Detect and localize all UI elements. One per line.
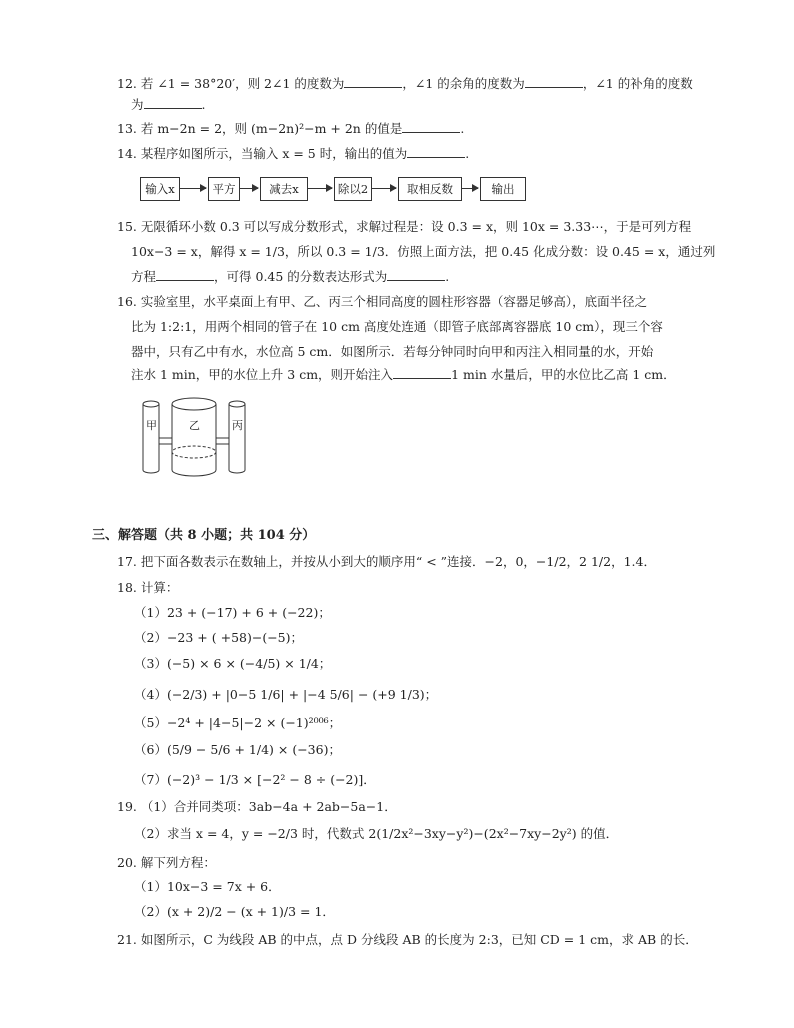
answer-blank[interactable]	[525, 75, 583, 88]
q13-end: .	[460, 121, 465, 136]
answer-blank[interactable]	[393, 366, 451, 379]
question-16-line2: 比为 1:2:1，用两个相同的管子在 10 cm 高度处连通（即管子底部离容器底 10 cm），现三个容	[131, 319, 663, 334]
answer-blank[interactable]	[407, 145, 465, 158]
q14-text: 14. 某程序如图所示，当输入 x = 5 时，输出的值为	[117, 146, 408, 161]
q15-text-b: ，可得 0.45 的分数表达形式为	[214, 269, 388, 284]
q12-end: .	[201, 97, 206, 112]
q12-text-d: 为	[131, 97, 144, 112]
q18-item: （6）(5/9 − 5/6 + 1/4) × (−36)；	[134, 742, 341, 757]
flow-arrow	[462, 188, 478, 189]
answer-blank[interactable]	[387, 268, 445, 281]
flow-step-square: 平方	[208, 177, 240, 201]
flow-arrow	[240, 188, 258, 189]
question-18-title: 18. 计算：	[117, 580, 179, 595]
question-15-line2: 10x−3 = x，解得 x = 1/3，所以 0.3 = 1/3．仿照上面方法，把 0.45 化成分数：设 0.45 = x，通过列	[131, 244, 716, 259]
question-12-line1	[117, 75, 693, 93]
question-20-title: 20. 解下列方程：	[117, 855, 216, 870]
question-15-line1: 15. 无限循环小数 0.3 可以写成分数形式，求解过程是：设 0.3 = x，则 10x = 3.33⋯，于是可列方程	[117, 219, 692, 234]
q16-text-b: 1 min 水量后，甲的水位比乙高 1 cm．	[451, 367, 676, 382]
question-14	[117, 145, 469, 163]
flow-arrow	[180, 188, 206, 189]
question-12-line2	[131, 96, 206, 114]
label-bing: 丙	[232, 419, 243, 432]
q16-text-a: 注水 1 min，甲的水位上升 3 cm，则开始注入	[131, 367, 394, 382]
q12-text-a: 12. 若 ∠1 = 38°20′，则 2∠1 的度数为	[117, 76, 345, 91]
question-16-line1: 16. 实验室里，水平桌面上有甲、乙、丙三个相同高度的圆柱形容器（容器足够高），底面半径之	[117, 294, 648, 309]
question-16-line4	[131, 366, 676, 384]
q20-item: （2）(x + 2)/2 − (x + 1)/3 = 1．	[134, 904, 335, 919]
answer-blank[interactable]	[402, 120, 460, 133]
q18-item: （4）(−2/3) + |0−5 1/6| + |−4 5/6| − (+9 1/3)；	[134, 687, 438, 702]
flow-step-divide: 除以2	[334, 177, 372, 201]
section-heading: 三、解答题（共 8 小题；共 104 分）	[92, 528, 316, 543]
answer-blank[interactable]	[156, 268, 214, 281]
flow-step-subtract: 减去x	[260, 177, 308, 201]
q18-item: （1）23 + (−17) + 6 + (−22)；	[134, 605, 331, 620]
label-jia: 甲	[146, 419, 157, 432]
q18-item: （3）(−5) × 6 × (−4/5) × 1/4；	[134, 656, 332, 671]
q14-end: .	[465, 146, 470, 161]
q18-item: （5）−2⁴ + |4−5|−2 × (−1)²⁰⁰⁶；	[134, 715, 342, 730]
question-15-line3	[131, 268, 449, 286]
q13-text: 13. 若 m−2n = 2，则 (m−2n)²−m + 2n 的值是	[117, 121, 403, 136]
flow-step-input: 输入x	[140, 177, 180, 201]
q18-item: （7）(−2)³ − 1/3 × [−2² − 8 ÷ (−2)]．	[134, 772, 376, 787]
q15-end: .	[445, 269, 450, 284]
question-19-line1: 19. （1）合并同类项：3ab−4a + 2ab−5a−1．	[117, 799, 397, 814]
question-13	[117, 120, 464, 138]
q15-text-a: 方程	[131, 269, 157, 284]
flow-step-negate: 取相反数	[398, 177, 462, 201]
label-yi: 乙	[189, 419, 200, 432]
question-16-line3: 器中，只有乙中有水，水位高 5 cm．如图所示．若每分钟同时向甲和丙注入相同量的水，开始	[131, 344, 654, 359]
flow-arrow	[308, 188, 332, 189]
q12-text-c: ，∠1 的补角的度数	[582, 76, 693, 91]
program-flowchart	[140, 177, 540, 203]
answer-blank[interactable]	[144, 96, 202, 109]
flow-step-output: 输出	[480, 177, 526, 201]
cylinders-figure	[136, 392, 256, 482]
q18-item: （2）−23 + ( +58)−(−5)；	[134, 630, 304, 645]
question-19-line2: （2）求当 x = 4，y = −2/3 时，代数式 2(1/2x²−3xy−y²)−(2x²−7xy−2y²) 的值．	[134, 826, 619, 841]
question-17: 17. 把下面各数表示在数轴上，并按从小到大的顺序用“ < ”连接．−2，0，−1/2，2 1/2，1.4．	[117, 554, 656, 569]
q12-text-b: ，∠1 的余角的度数为	[402, 76, 525, 91]
q20-item: （1）10x−3 = 7x + 6．	[134, 879, 281, 894]
question-21: 21. 如图所示，C 为线段 AB 的中点，点 D 分线段 AB 的长度为 2:3，已知 CD = 1 cm，求 AB 的长．	[117, 932, 698, 947]
flow-arrow	[372, 188, 396, 189]
answer-blank[interactable]	[344, 75, 402, 88]
